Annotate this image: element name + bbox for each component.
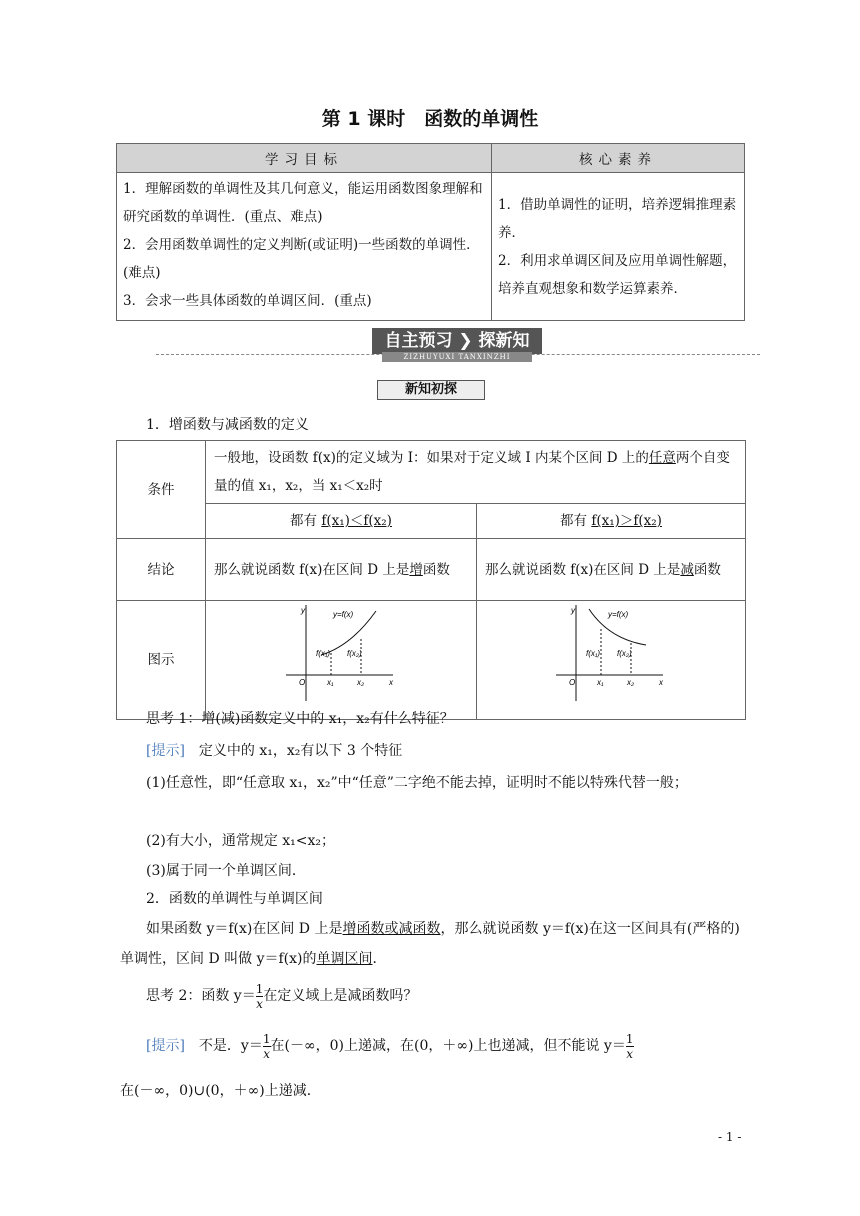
graph-decreasing [551, 601, 671, 709]
section-banner-subtitle: ZIZHUYUXI TANXINZHI [382, 352, 532, 362]
fraction-1-over-x: $\frac{1}{x}$ [255, 981, 264, 1011]
section2-heading: 2．函数的单调性与单调区间 [146, 891, 323, 907]
label-condition: 条件 [117, 441, 206, 539]
origin-label: O [299, 678, 306, 687]
x-label: x [389, 678, 393, 687]
fx2-label: f(x₂) [617, 649, 632, 658]
definition-table [116, 440, 746, 720]
label-diagram: 图示 [117, 601, 206, 720]
feature-3: (3)属于同一个单调区间． [146, 863, 306, 879]
x2-label: x₂ [627, 678, 635, 687]
fx1-label: f(x₁) [316, 649, 331, 658]
page-number: - 1 - [718, 1130, 742, 1144]
fx1-label: f(x₁) [586, 649, 601, 658]
origin-label: O [569, 678, 576, 687]
fraction-1-over-x: $\frac{1}{x}$ [625, 1031, 634, 1061]
feature-1: (1)任意性，即“任意取 x₁，x₂”中“任意”二字绝不能去掉，证明时不能以特殊代替一般； [146, 775, 688, 791]
feature-2: (2)有大小，通常规定 x₁<x₂； [146, 833, 336, 849]
goals-literacy-cell [492, 173, 745, 321]
fx2-label: f(x₂) [347, 649, 362, 658]
condition-increasing: 都有 f(x₁)＜f(x₂) [206, 504, 477, 539]
condition-decreasing: 都有 f(x₁)＞f(x₂) [477, 504, 746, 539]
think2: 思考 2：函数 y＝ $\frac{1}{x}$ 在定义域上是减函数吗？ [146, 981, 418, 1011]
section2-paragraph: 如果函数 y＝f(x)在区间 D 上是增函数或减函数，那么就说函数 y＝f(x)在这一区间具有(严格的)单调性，区间 D 叫做 y＝f(x)的单调区间． [120, 921, 740, 967]
goals-table [116, 143, 745, 321]
hint2: [提示] 不是．y＝ $\frac{1}{x}$ 在(－∞，0)上递减，在(0，＋∞)上也递减，但不能说 y＝ $\frac{1}{x}$ [146, 1031, 634, 1061]
goal-item: 2．会用函数单调性的定义判断(或证明)一些函数的单调性．(难点) [123, 237, 480, 281]
hint1: [提示] 定义中的 x₁，x₂有以下 3 个特征 [146, 743, 403, 759]
literacy-item: 1．借助单调性的证明，培养逻辑推理素养． [498, 196, 737, 241]
goals-header-learning: 学习目标 [117, 144, 492, 173]
section1-heading: 1．增函数与减函数的定义 [146, 417, 309, 433]
y-label: y [301, 606, 305, 615]
graph-increasing-cell [206, 601, 477, 720]
section-banner: 自主预习 ❯ 探新知 [372, 328, 542, 354]
conclusion-decreasing: 那么就说函数 f(x)在区间 D 上是减函数 [477, 539, 746, 601]
goals-learning-cell [117, 173, 492, 321]
literacy-item: 2．利用求单调区间及应用单调性解题，培养直观想象和数学运算素养． [498, 252, 737, 297]
x2-label: x₂ [357, 678, 365, 687]
goal-item: 1．理解函数的单调性及其几何意义，能运用函数图象理解和研究函数的单调性．(重点、难点) [123, 181, 483, 225]
section-tag: 新知初探 [377, 380, 485, 400]
hint2-continued: 在(－∞，0)∪(0，＋∞)上递减． [120, 1083, 321, 1099]
x-label: x [659, 678, 663, 687]
function-label: y=f(x) [333, 610, 354, 619]
think1: 思考 1：增(减)函数定义中的 x₁，x₂有什么特征？ [146, 711, 454, 727]
y-label: y [571, 606, 575, 615]
label-conclusion: 结论 [117, 539, 206, 601]
goals-header-literacy: 核心素养 [492, 144, 745, 173]
condition-text: 一般地，设函数 f(x)的定义域为 I：如果对于定义域 I 内某个区间 D 上的任意两个自变量的值 x₁，x₂，当 x₁＜x₂时 [206, 441, 746, 504]
page-title: 第 1 课时 函数的单调性 [321, 108, 539, 130]
fraction-1-over-x: $\frac{1}{x}$ [262, 1031, 271, 1061]
conclusion-increasing: 那么就说函数 f(x)在区间 D 上是增函数 [206, 539, 477, 601]
goal-item: 3．会求一些具体函数的单调区间．(重点) [123, 293, 372, 309]
function-label: y=f(x) [608, 610, 629, 619]
graph-decreasing-cell [477, 601, 746, 720]
graph-increasing [281, 601, 401, 709]
x1-label: x₁ [597, 678, 604, 687]
x1-label: x₁ [327, 678, 334, 687]
